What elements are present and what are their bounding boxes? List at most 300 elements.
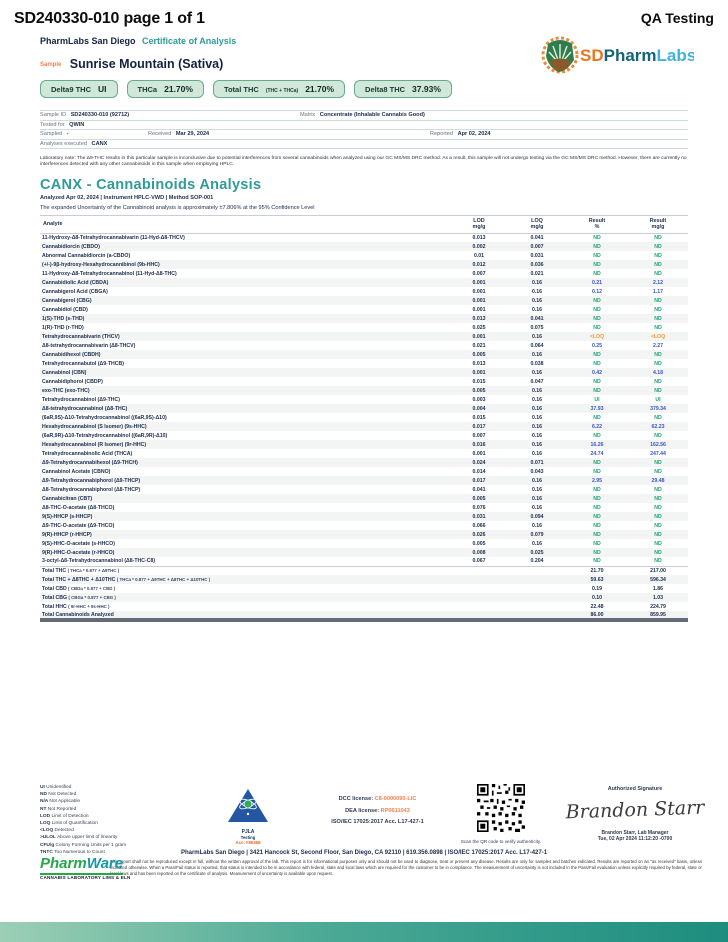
legend-desc: Detected <box>54 828 74 834</box>
result-percent: ND <box>593 414 601 421</box>
analyte-row <box>40 341 688 350</box>
legend-desc: Above upper limit of linearity <box>57 835 118 841</box>
result-mgg: 4.18 <box>652 369 664 376</box>
result-mgg: UI <box>655 396 661 403</box>
loq-value: 0.079 <box>530 531 544 538</box>
analyte-row <box>40 296 688 305</box>
result-percent: ND <box>593 387 601 394</box>
result-percent: ND <box>593 378 601 385</box>
qa-testing-label: QA Testing <box>640 10 714 26</box>
result-percent: ND <box>593 306 601 313</box>
loq-value: 0.021 <box>530 270 544 277</box>
sample-name: Sunrise Mountain (Sativa) <box>69 57 224 71</box>
lod-value: 0.005 <box>472 351 486 358</box>
result-mgg: ND <box>654 531 662 538</box>
top-bar <box>0 0 728 28</box>
col-header-loq: LOQ mg/g <box>508 215 566 233</box>
result-percent: ND <box>593 531 601 538</box>
cannabinoid-table <box>40 215 688 622</box>
lod-value: 0.004 <box>472 405 486 412</box>
abbreviation-legend <box>40 784 126 856</box>
lod-value: 0.014 <box>472 468 486 475</box>
section-title: CANX - Cannabinoids Analysis <box>40 176 262 193</box>
analyte-row <box>40 359 688 368</box>
analyte-name: 9(R)-HHC-O-acetate (r-HHCO) <box>42 549 115 556</box>
pharmware-tagline: CANNABIS LABORATORY LIMS & ELN <box>40 875 131 880</box>
lod-value: 0.021 <box>472 342 486 349</box>
total-percent: 0.19 <box>591 585 603 592</box>
analyte-name: (6aR,9R)-Δ10-Tetrahydrocannabinol ((6aR,9R)-Δ10) <box>42 432 168 439</box>
loq-value: 0.16 <box>531 306 543 313</box>
result-percent: ND <box>593 270 601 277</box>
legend-item <box>40 798 126 805</box>
total-mgg: 217.00 <box>628 566 688 575</box>
legend-abbr: CFU/g <box>40 842 56 848</box>
total-formula: ( THCa * 0.877 + Δ9THC ) <box>67 567 120 573</box>
badge-value: UI <box>98 84 107 94</box>
analyte-name: 9(R)-HHCP (r-HHCP) <box>42 531 92 538</box>
loq-value: 0.16 <box>531 522 543 529</box>
total-label <box>40 593 566 602</box>
legend-abbr: ND <box>40 792 49 798</box>
badge-value: 21.70% <box>164 84 193 94</box>
sampled-label: Sampled <box>40 131 63 137</box>
loq-value: 0.038 <box>530 360 544 367</box>
analyte-row <box>40 557 688 566</box>
reported-label: Reported <box>430 131 454 137</box>
legend-item <box>40 784 126 791</box>
result-mgg: ND <box>654 558 662 565</box>
analyte-name: Hexahydrocannabinol (R Isomer) (9r-HHC) <box>42 441 147 448</box>
result-percent: ND <box>593 486 601 493</box>
total-formula: ( CBGa * 0.877 + CBG ) <box>68 594 116 600</box>
analyte-row <box>40 287 688 296</box>
analyte-name: Cannabidiorcin (CBDO) <box>42 243 100 250</box>
analyte-row <box>40 539 688 548</box>
reported-value: Apr 02, 2024 <box>457 131 491 137</box>
loq-value: 0.16 <box>531 441 543 448</box>
total-name: Total HHC <box>42 603 69 610</box>
col-header-result-mgg: Result mg/g <box>628 215 688 233</box>
legend-desc: Not Reported <box>47 806 77 812</box>
analyte-name: 9(S)-HHCP (s-HHCP) <box>42 513 93 520</box>
legend-abbr: UI <box>40 785 47 790</box>
lod-value: 0.001 <box>472 450 486 457</box>
result-mgg: 162.56 <box>650 441 666 448</box>
lod-value: 0.015 <box>472 378 486 385</box>
total-name: Total THC <box>42 567 68 574</box>
lod-value: 0.005 <box>472 387 486 394</box>
license-block <box>300 794 455 829</box>
lod-value: 0.017 <box>472 423 486 430</box>
result-percent: ND <box>593 513 601 520</box>
result-percent: 6.22 <box>591 423 603 430</box>
total-row <box>40 602 688 611</box>
analyte-row <box>40 494 688 503</box>
analyte-name: 1(R)-THD (r-THD) <box>42 324 84 331</box>
result-mgg: ND <box>654 513 662 520</box>
legend-abbr: N/A <box>40 799 50 805</box>
result-mgg: ND <box>654 270 662 277</box>
lod-value: 0.001 <box>472 288 486 295</box>
lod-value: 0.01 <box>473 252 485 259</box>
bottom-block <box>0 850 728 880</box>
total-name: Total CBG <box>42 594 69 601</box>
lod-value: 0.001 <box>472 333 486 340</box>
total-percent: 86.00 <box>566 611 628 620</box>
total-label <box>40 566 566 575</box>
sample-label: Sample <box>40 62 62 68</box>
loq-value: 0.16 <box>531 414 543 421</box>
loq-value: 0.16 <box>531 486 543 493</box>
result-percent: 0.21 <box>591 279 603 286</box>
iso-accreditation: ISO/IEC 17025:2017 Acc. L17-427-1 <box>331 819 424 826</box>
analyte-name: Hexahydrocannabinol (S Isomer) (9s-HHC) <box>42 423 147 430</box>
result-percent: ND <box>593 297 601 304</box>
legend-abbr: LOD <box>40 813 52 819</box>
sample-id-label: Sample ID <box>40 112 67 118</box>
sdpharmlabs-logo-graphic <box>536 32 694 78</box>
analyte-name: Cannabicitran (CBT) <box>42 495 93 502</box>
total-row <box>40 593 688 602</box>
analyte-name: Tetrahydrocannabutol (Δ9-THCB) <box>42 360 125 367</box>
loq-value: 0.041 <box>530 234 544 241</box>
analyte-row <box>40 449 688 458</box>
legend-item <box>40 842 126 849</box>
analyte-name: Cannabinol Acetate (CBNO) <box>42 468 111 475</box>
qr-section <box>458 784 544 844</box>
analyte-row <box>40 350 688 359</box>
analyte-row <box>40 485 688 494</box>
total-formula: ( CBDa * 0.877 + CBD ) <box>68 585 116 591</box>
loq-value: 0.071 <box>530 459 544 466</box>
analyte-row <box>40 278 688 287</box>
result-mgg: 247.44 <box>650 450 666 457</box>
result-mgg: 1.17 <box>652 288 664 295</box>
sdpharmlabs-logo <box>536 32 694 83</box>
lod-value: 0.001 <box>472 369 486 376</box>
qr-caption: Scan the QR code to verify authenticity. <box>460 839 542 844</box>
result-percent: ND <box>593 432 601 439</box>
analyte-name: 1(S)-THD (s-THD) <box>42 315 85 322</box>
lod-value: 0.031 <box>472 513 486 520</box>
result-percent: UI <box>594 396 600 403</box>
result-percent: ND <box>593 261 601 268</box>
certificate-label: Certificate of Analysis <box>142 36 237 46</box>
result-mgg: ND <box>654 549 662 556</box>
legend-abbr: LOQ <box>40 820 52 826</box>
result-mgg: ND <box>654 468 662 475</box>
sample-id-row <box>40 111 688 121</box>
analyte-name: 11-Hydroxy-Δ8-Tetrahydrocannabivarin (11-Hyd-Δ8-THCV) <box>42 234 185 241</box>
total-label <box>40 611 566 620</box>
address-line: PharmLabs San Diego | 3421 Hancock St, Second Floor, San Diego, CA 92110 | 619.356.0898 | ISO/IEC 17025:2017 Acc. L17-427-1 <box>180 850 548 856</box>
lod-value: 0.025 <box>472 324 486 331</box>
badge-label: Delta9 THC <box>51 85 92 94</box>
result-percent: ND <box>593 495 601 502</box>
uncertainty-line: The expanded Uncertainty of the Cannabinoid analysis is approximately ±7.806% at the 95% Confidence Level <box>40 204 315 211</box>
loq-value: 0.16 <box>531 405 543 412</box>
laboratory-note: Laboratory note: The Δ9-THC results in this particular sample is inconclusive due to potential interferences from several cannabinoids when analyzed using our GC MS/MS DRC method. As a result, this sample will not undergo testing via the GC MS/MS DRC method. However, there are currently no interferences detected with any other cannabinoids in this sample when employing HPLC. <box>40 156 687 168</box>
loq-value: 0.047 <box>530 378 544 385</box>
result-mgg: ND <box>654 378 662 385</box>
analyte-name: Δ8-tetrahydrocannabivarin (Δ8-THCV) <box>42 342 136 349</box>
pjla-accreditation <box>215 788 281 845</box>
lod-value: 0.007 <box>472 270 486 277</box>
loq-value: 0.16 <box>531 279 543 286</box>
analyte-row <box>40 251 688 260</box>
pjla-accreditation-number: Acc. #85368 <box>235 840 261 845</box>
loq-value: 0.16 <box>531 450 543 457</box>
total-name: Total Cannabinoids Analyzed <box>42 611 114 618</box>
result-percent: ND <box>593 540 601 547</box>
lod-value: 0.003 <box>472 396 486 403</box>
pjla-sub: Testing <box>240 835 256 840</box>
result-percent: 0.25 <box>591 342 603 349</box>
received-label: Received <box>148 131 172 137</box>
legend-desc: Limit of Quantification <box>51 820 98 826</box>
loq-value: 0.16 <box>531 495 543 502</box>
result-percent: ND <box>593 360 601 367</box>
col-header-analyte: Analyte <box>40 215 450 233</box>
result-percent: ND <box>593 558 601 565</box>
result-mgg: 2.12 <box>652 279 664 286</box>
result-percent: 0.42 <box>591 369 603 376</box>
loq-value: 0.16 <box>531 540 543 547</box>
matrix-value: Concentrate (Inhalable Cannabis Good) <box>319 112 425 118</box>
analyses-row <box>40 140 688 150</box>
lod-value: 0.001 <box>472 297 486 304</box>
pharmware-wordmark: PharmWare <box>40 855 123 875</box>
analyte-name: Δ9-Tetrahydrocannabiphorol (Δ9-THCP) <box>42 477 141 484</box>
loq-value: 0.16 <box>531 396 543 403</box>
result-percent: ND <box>593 549 601 556</box>
loq-value: 0.025 <box>530 549 544 556</box>
analyte-row <box>40 242 688 251</box>
badge-value: 21.70% <box>305 84 335 94</box>
result-percent: <LOQ <box>589 333 605 340</box>
analyte-row <box>40 314 688 323</box>
analyte-row <box>40 548 688 557</box>
analyte-name: 3-octyl-Δ8-Tetrahydrocannabinol (Δ8-THC-C8) <box>42 558 156 565</box>
lod-value: 0.001 <box>472 279 486 286</box>
loq-value: 0.16 <box>531 351 543 358</box>
result-mgg: 2.27 <box>652 342 664 349</box>
legend-desc: Not Applicable <box>49 799 81 805</box>
analyte-name: Δ8-Tetrahydrocannabiphorol (Δ8-THCP) <box>42 486 141 493</box>
lod-value: 0.067 <box>472 558 486 565</box>
legend-item <box>40 820 126 827</box>
analyte-row <box>40 368 688 377</box>
analyte-row <box>40 431 688 440</box>
badge-value: 37.93% <box>412 84 441 94</box>
received-value: Mar 29, 2024 <box>175 131 210 137</box>
legend-desc: Colony Forming Units per 1 gram <box>55 842 127 848</box>
loq-value: 0.16 <box>531 369 543 376</box>
analyte-row <box>40 233 688 242</box>
analyte-name: Δ8-THC-O-acetate (Δ8-THCO) <box>42 504 115 511</box>
analyte-row <box>40 260 688 269</box>
analyte-row <box>40 395 688 404</box>
analyte-name: Cannabigerol (CBG) <box>42 297 92 304</box>
result-mgg: ND <box>654 306 662 313</box>
analyte-name: Δ8-tetrahydrocannabinol (Δ8-THC) <box>42 405 128 412</box>
total-formula: ( THCa * 0.877 + Δ9THC + Δ8THC + Δ10THC ) <box>116 576 211 582</box>
thc-badge <box>213 80 345 98</box>
loq-value: 0.094 <box>530 513 544 520</box>
analyte-row <box>40 386 688 395</box>
legend-item <box>40 834 126 841</box>
pjla-logo-icon <box>226 788 270 824</box>
result-percent: 2.95 <box>591 477 603 484</box>
dates-row <box>40 130 688 140</box>
total-label <box>40 584 566 593</box>
legend-desc: Not Detected <box>48 792 77 798</box>
lod-value: 0.013 <box>472 315 486 322</box>
tested-for-label: Tested for <box>40 121 65 128</box>
result-percent: 0.12 <box>591 288 603 295</box>
analyte-row <box>40 503 688 512</box>
loq-value: 0.043 <box>530 468 544 475</box>
result-mgg: 379.34 <box>650 405 666 412</box>
loq-value: 0.16 <box>531 423 543 430</box>
lod-value: 0.008 <box>472 549 486 556</box>
analyte-name: Tetrahydrocannabinol (Δ9-THC) <box>42 396 120 403</box>
analyte-name: Cannabinol (CBN) <box>42 369 87 376</box>
table-header-row <box>40 215 688 233</box>
analyte-row <box>40 422 688 431</box>
loq-value: 0.204 <box>530 558 544 565</box>
result-mgg: ND <box>654 315 662 322</box>
loq-value: 0.16 <box>531 477 543 484</box>
analyte-name: Δ9-THC-O-acetate (Δ9-THCO) <box>42 522 115 529</box>
analyte-row <box>40 404 688 413</box>
result-mgg: <LOQ <box>650 333 666 340</box>
lod-value: 0.041 <box>472 486 486 493</box>
loq-value: 0.031 <box>530 252 544 259</box>
analyte-row <box>40 458 688 467</box>
result-percent: ND <box>593 504 601 511</box>
received-field <box>148 130 209 140</box>
analyte-name: (6aR,9S)-Δ10-Tetrahydrocannabinol ((6aR,9S)-Δ10) <box>42 414 167 421</box>
thc-badge <box>354 80 452 98</box>
badge-label: THCa <box>137 85 158 94</box>
total-percent: 22.48 <box>590 603 604 610</box>
analyte-row <box>40 530 688 539</box>
signature-block <box>556 786 714 842</box>
total-row <box>40 584 688 593</box>
page-title: SD240330-010 page 1 of 1 <box>14 10 205 27</box>
result-percent: ND <box>593 459 601 466</box>
result-mgg: ND <box>654 522 662 529</box>
lod-value: 0.017 <box>472 477 486 484</box>
total-label <box>40 575 566 584</box>
disclaimer-text: This report shall not be reproduced except in full, without the written approval of the lab. This report is for informational purposes only and should not be used to diagnose, treat or prevent any disease. Results are only for samples and batches indicated. Results are reported on an "as received" basis, unless indicated otherwise. When a Pass/Fail status is reported, that status is intended to be in accordance with federal, state and local laws which are required for the customer to be in compliance. The measurement of uncertainty is not included in the Pass/Fail evaluation unless explicitly required by federal, state or local laws and has been reported on the certificate of analysis. Measurement of uncertainty is available upon request. <box>110 859 702 876</box>
analyte-name: Cannabidihexol (CBDH) <box>42 351 101 358</box>
loq-value: 0.16 <box>531 288 543 295</box>
lod-value: 0.012 <box>472 261 486 268</box>
result-percent: 24.74 <box>590 450 604 457</box>
pjla-name: PJLA <box>241 829 255 835</box>
result-percent: 16.26 <box>590 441 604 448</box>
dcc-license: DCC license: C8-0000090-LIC <box>338 796 417 802</box>
col-header-lod: LOD mg/g <box>450 215 508 233</box>
result-mgg: 29.48 <box>651 477 665 484</box>
result-mgg: ND <box>654 432 662 439</box>
sample-id-value: SD240330-010 (92712) <box>70 112 130 118</box>
total-row <box>40 575 688 584</box>
lod-value: 0.016 <box>472 441 486 448</box>
total-name: Total THC + Δ8THC + Δ10THC <box>42 576 117 583</box>
result-mgg: 62.23 <box>651 423 665 430</box>
total-name: Total CBD <box>42 585 69 592</box>
badge-sublabel: (THC + THCa) <box>265 88 299 94</box>
result-mgg: ND <box>654 387 662 394</box>
badge-label: Delta8 THC <box>365 85 406 94</box>
total-label <box>40 602 566 611</box>
analyte-name: Cannabidiol (CBD) <box>42 306 88 313</box>
analyte-name: (+/-)-9β-hydroxy-Hexahydrocannibinol (9b-HHC) <box>42 261 160 268</box>
result-mgg: ND <box>654 360 662 367</box>
loq-value: 0.041 <box>530 315 544 322</box>
result-mgg: ND <box>654 234 662 241</box>
lab-name: PharmLabs San Diego <box>40 36 136 46</box>
total-mgg: 1.86 <box>652 585 664 592</box>
signatory-name: Brandon Starr, Lab Manager <box>601 830 669 836</box>
loq-value: 0.16 <box>531 504 543 511</box>
result-mgg: ND <box>654 261 662 268</box>
legend-desc: Unidentified <box>46 785 72 790</box>
lod-value: 0.024 <box>472 459 486 466</box>
analyte-name: Cannabidiphorol (CBDP) <box>42 378 103 385</box>
legend-item <box>40 813 126 820</box>
lod-value: 0.015 <box>472 414 486 421</box>
total-mgg: 1.03 <box>652 594 664 601</box>
loq-value: 0.007 <box>530 243 544 250</box>
result-percent: ND <box>593 315 601 322</box>
analyses-label: Analyses executed <box>40 140 87 147</box>
analyte-row <box>40 476 688 485</box>
legend-item <box>40 806 126 813</box>
header-block <box>40 36 694 98</box>
analyte-row <box>40 323 688 332</box>
matrix-field <box>300 111 425 121</box>
thc-badge <box>40 80 118 98</box>
result-mgg: ND <box>654 252 662 259</box>
lod-value: 0.013 <box>472 234 486 241</box>
analyzed-line: Analyzed Apr 02, 2024 | Instrument HPLC-VWD | Method SOP-001 <box>40 194 214 201</box>
matrix-label: Matrix <box>300 112 316 118</box>
analyte-name: Δ9-Tetrahydrocannabihexol (Δ9-THCH) <box>42 459 138 466</box>
lod-value: 0.013 <box>472 360 486 367</box>
analyte-row <box>40 512 688 521</box>
reported-field <box>430 130 491 140</box>
loq-value: 0.075 <box>530 324 544 331</box>
legend-abbr: TNTC <box>40 849 55 855</box>
result-percent: ND <box>593 243 601 250</box>
total-formula: ( 9r-HHC + 9s-HHC ) <box>68 603 110 609</box>
analyte-row <box>40 467 688 476</box>
legend-desc: Too Numerous to Count <box>54 849 105 855</box>
result-percent: ND <box>593 351 601 358</box>
authorized-signature-label: Authorized Signature <box>607 786 663 792</box>
qr-code <box>477 784 525 832</box>
analyte-row <box>40 413 688 422</box>
col-header-result-pct: Result % <box>566 215 628 233</box>
result-percent: 37.93 <box>590 405 604 412</box>
result-percent: ND <box>593 468 601 475</box>
legend-abbr: <LOQ <box>40 828 55 834</box>
